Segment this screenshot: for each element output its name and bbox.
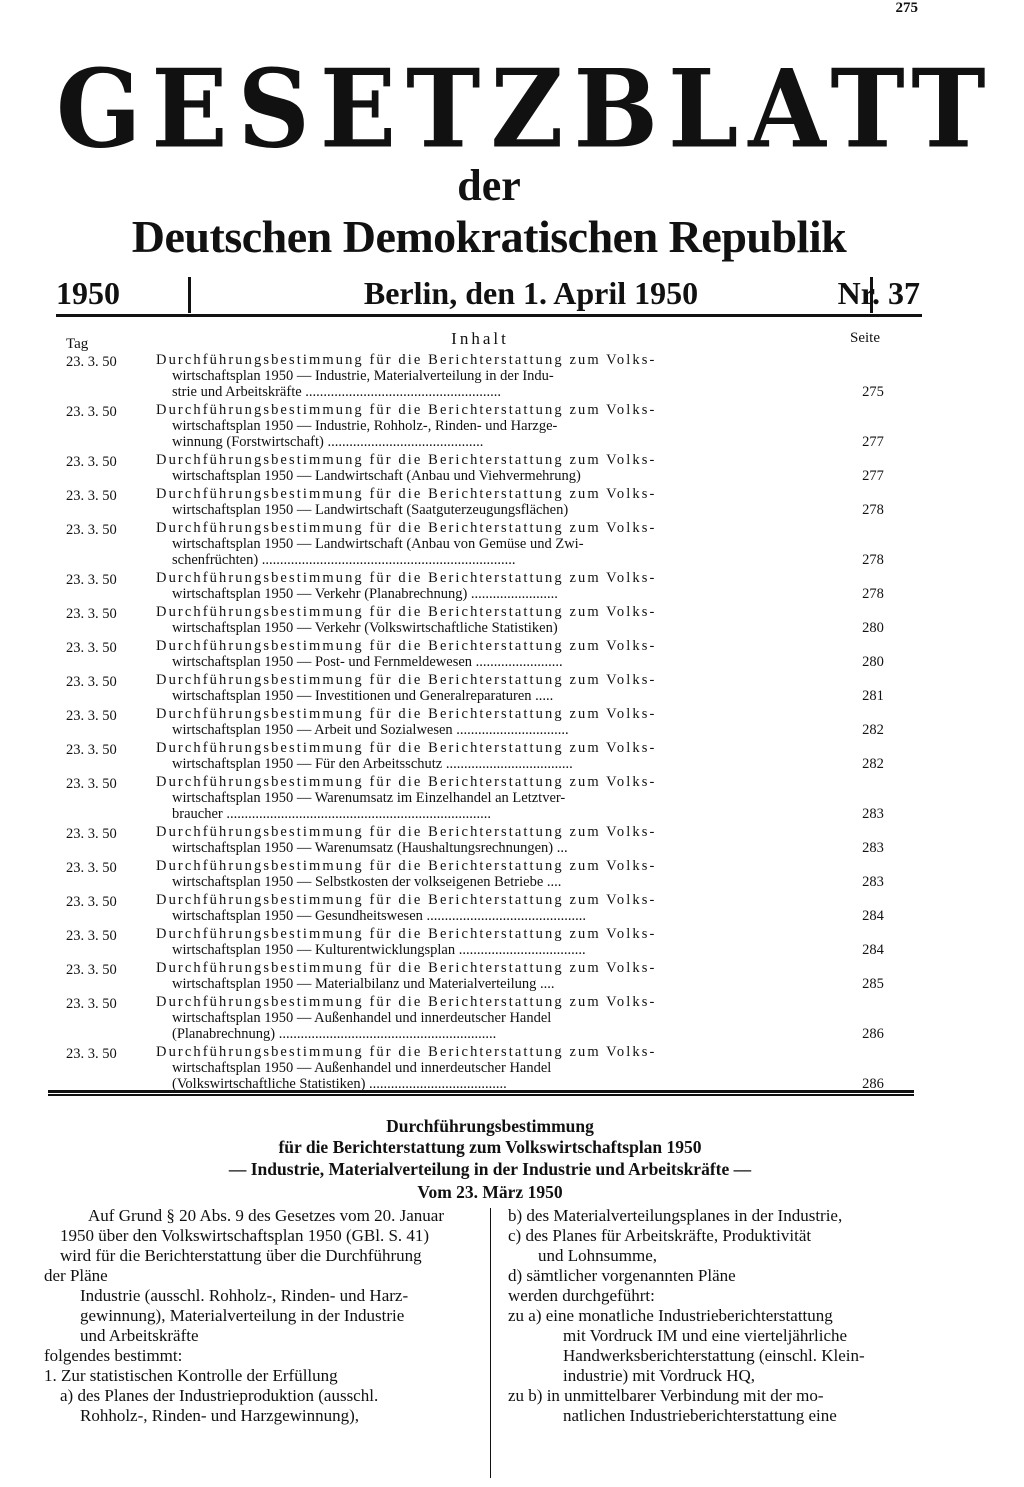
toc-entry (56, 352, 922, 400)
body-line: Industrie (ausschl. Rohholz-, Rinden- und Harz- (80, 1286, 409, 1305)
toc-entry-date: 23. 3. 50 (66, 572, 117, 588)
body-line: gewinnung), Materialverteilung in der Industrie (80, 1306, 405, 1325)
toc-entry-page: 277 (862, 434, 884, 450)
toc-entry-line: Durchführungsbestimmung für die Berichterstattung zum Volks- (156, 824, 657, 840)
toc-col-seite: Seite (850, 330, 880, 346)
body-line: und Arbeitskräfte (80, 1326, 199, 1345)
toc-entry-date: 23. 3. 50 (66, 640, 117, 656)
toc-entry-page: 284 (862, 908, 884, 924)
toc-entry-text (156, 672, 816, 704)
toc-entry-line: wirtschaftsplan 1950 — Landwirtschaft (Anbau und Viehvermehrung) (172, 468, 581, 484)
toc-entry-page: 278 (862, 552, 884, 568)
toc-entry-date: 23. 3. 50 (66, 776, 117, 792)
toc-entry-page: 278 (862, 586, 884, 602)
toc-entry-line: Durchführungsbestimmung für die Berichterstattung zum Volks- (156, 926, 657, 942)
toc-entry-page: 286 (862, 1076, 884, 1092)
toc-entry-page: 283 (862, 840, 884, 856)
body-line: Handwerksberichterstattung (einschl. Klein- (563, 1346, 865, 1365)
toc-entry-line: Durchführungsbestimmung für die Berichterstattung zum Volks- (156, 740, 657, 756)
masthead-republic: Deutschen Demokratischen Republik (131, 211, 847, 262)
toc-entry-page: 285 (862, 976, 884, 992)
toc-entry-line: wirtschaftsplan 1950 — Außenhandel und innerdeutscher Handel (172, 1010, 552, 1026)
toc-list (56, 352, 922, 1094)
toc-entry-line: Durchführungsbestimmung für die Berichterstattung zum Volks- (156, 520, 657, 536)
toc-entry (56, 604, 922, 636)
toc-entry (56, 402, 922, 450)
toc-entry-text (156, 960, 816, 992)
toc-entry-line: wirtschaftsplan 1950 — Warenumsatz (Haushaltungsrechnungen) ... (172, 840, 568, 856)
toc-entry-date: 23. 3. 50 (66, 928, 117, 944)
toc-entry-date: 23. 3. 50 (66, 674, 117, 690)
toc-entry-date: 23. 3. 50 (66, 826, 117, 842)
toc-entry-text (156, 824, 816, 856)
toc-entry-page: 283 (862, 874, 884, 890)
toc-col-inhalt: Inhalt (451, 329, 509, 348)
body-line: zu b) in unmittelbarer Verbindung mit der mo- (508, 1386, 824, 1405)
toc-entry-text (156, 858, 816, 890)
toc-entry-line: (Volkswirtschaftliche Statistiken) ...................................... (172, 1076, 507, 1092)
toc-entry-page: 280 (862, 654, 884, 670)
toc-entry-line: wirtschaftsplan 1950 — Arbeit und Sozialwesen ............................... (172, 722, 569, 738)
toc-entry-line: winnung (Forstwirtschaft) ........................................... (172, 434, 484, 450)
toc-entry-text (156, 774, 816, 822)
body-line: werden durchgeführt: (508, 1286, 655, 1305)
body-line: mit Vordruck IM und eine vierteljährliche (563, 1326, 848, 1345)
article-title-line: — Industrie, Materialverteilung in der Industrie und Arbeitskräfte — (228, 1159, 752, 1179)
toc-entry-text (156, 402, 816, 450)
toc-entry-date: 23. 3. 50 (66, 522, 117, 538)
toc-entry-date: 23. 3. 50 (66, 742, 117, 758)
toc-entry-date: 23. 3. 50 (66, 488, 117, 504)
toc-entry-page: 277 (862, 468, 884, 484)
toc-entry-line: Durchführungsbestimmung für die Berichterstattung zum Volks- (156, 672, 657, 688)
toc-entry-text (156, 486, 816, 518)
toc-entry-text (156, 740, 816, 772)
toc-entry-page: 275 (862, 384, 884, 400)
toc-entry-line: wirtschaftsplan 1950 — Post- und Fernmeldewesen ........................ (172, 654, 563, 670)
body-line: Rohholz-, Rinden- und Harzgewinnung), (80, 1406, 360, 1425)
toc-entry-date: 23. 3. 50 (66, 606, 117, 622)
article-title-line: für die Berichterstattung zum Volkswirtschaftsplan 1950 (278, 1137, 702, 1157)
toc-entry (56, 486, 922, 518)
toc-entry (56, 994, 922, 1042)
article-title-line: Vom 23. März 1950 (417, 1182, 563, 1202)
toc-entry-page: 283 (862, 806, 884, 822)
page-number: 275 (895, 0, 918, 16)
toc-entry (56, 1044, 922, 1092)
toc-entry-line: wirtschaftsplan 1950 — Industrie, Rohholz-, Rinden- und Harzge- (172, 418, 558, 434)
toc-entry-page: 282 (862, 722, 884, 738)
toc-entry-line: Durchführungsbestimmung für die Berichterstattung zum Volks- (156, 994, 657, 1010)
toc-entry (56, 672, 922, 704)
toc-entry-text (156, 570, 816, 602)
toc-entry-text (156, 452, 816, 484)
toc-entry-text (156, 706, 816, 738)
toc-entry (56, 892, 922, 924)
toc-entry-line: wirtschaftsplan 1950 — Gesundheitswesen ............................................ (172, 908, 587, 924)
toc-entry (56, 926, 922, 958)
body-line: industrie) mit Vordruck HQ, (563, 1366, 756, 1385)
toc-entry-date: 23. 3. 50 (66, 894, 117, 910)
edition-separator (188, 277, 191, 313)
body-line: d) sämtlicher vorgenannten Pläne (508, 1266, 736, 1285)
toc-entry (56, 774, 922, 822)
toc-entry-page: 286 (862, 1026, 884, 1042)
toc-entry-text (156, 994, 816, 1042)
toc-entry (56, 570, 922, 602)
toc-entry-line: Durchführungsbestimmung für die Berichterstattung zum Volks- (156, 570, 657, 586)
toc-entry-line: wirtschaftsplan 1950 — Verkehr (Volkswirtschaftliche Statistiken) (172, 620, 558, 636)
toc-entry-line: wirtschaftsplan 1950 — Außenhandel und innerdeutscher Handel (172, 1060, 552, 1076)
article-left-column (44, 1206, 484, 1426)
toc-entry-date: 23. 3. 50 (66, 708, 117, 724)
toc-entry-date: 23. 3. 50 (66, 354, 117, 370)
toc-entry-page: 282 (862, 756, 884, 772)
toc-entry-line: Durchführungsbestimmung für die Berichterstattung zum Volks- (156, 774, 657, 790)
toc-entry-line: Durchführungsbestimmung für die Berichterstattung zum Volks- (156, 892, 657, 908)
column-divider (490, 1208, 491, 1478)
toc-entry-line: schenfrüchten) ...................................................................... (172, 552, 516, 568)
body-line: natlichen Industrieberichterstattung eine (563, 1406, 837, 1425)
toc-entry (56, 452, 922, 484)
body-line: und Lohnsumme, (538, 1246, 657, 1265)
toc-entry-date: 23. 3. 50 (66, 454, 117, 470)
toc-entry-line: Durchführungsbestimmung für die Berichterstattung zum Volks- (156, 706, 657, 722)
body-line: a) des Planes der Industrieproduktion (ausschl. (60, 1386, 379, 1405)
toc-entry-line: wirtschaftsplan 1950 — Warenumsatz im Einzelhandel an Letztver- (172, 790, 566, 806)
toc-entry-line: Durchführungsbestimmung für die Berichterstattung zum Volks- (156, 858, 657, 874)
body-line: c) des Planes für Arbeitskräfte, Produktivität (508, 1226, 812, 1245)
body-line: b) des Materialverteilungsplanes in der Industrie, (508, 1206, 843, 1225)
body-line: zu a) eine monatliche Industrieberichterstattung (508, 1306, 833, 1325)
toc-entry (56, 858, 922, 890)
toc-entry-line: Durchführungsbestimmung für die Berichterstattung zum Volks- (156, 960, 657, 976)
toc-entry-line: Durchführungsbestimmung für die Berichterstattung zum Volks- (156, 402, 657, 418)
toc-entry-text (156, 604, 816, 636)
toc-entry-line: braucher ......................................................................... (172, 806, 491, 822)
toc-entry-line: wirtschaftsplan 1950 — Selbstkosten der volkseigenen Betriebe .... (172, 874, 562, 890)
toc-entry-line: Durchführungsbestimmung für die Berichterstattung zum Volks- (156, 352, 657, 368)
toc-entry-line: Durchführungsbestimmung für die Berichterstattung zum Volks- (156, 486, 657, 502)
toc-entry-line: Durchführungsbestimmung für die Berichterstattung zum Volks- (156, 1044, 657, 1060)
toc-entry-date: 23. 3. 50 (66, 860, 117, 876)
toc-entry-line: wirtschaftsplan 1950 — Kulturentwicklungsplan ................................... (172, 942, 586, 958)
toc-entry-line: Durchführungsbestimmung für die Berichterstattung zum Volks- (156, 604, 657, 620)
toc-entry-line: (Planabrechnung) ............................................................ (172, 1026, 497, 1042)
toc-entry-line: wirtschaftsplan 1950 — Landwirtschaft (Saatguterzeugungsflächen) (172, 502, 569, 518)
toc-entry-date: 23. 3. 50 (66, 404, 117, 420)
masthead-title: GESETZBLATT (56, 44, 996, 173)
toc-entry-date: 23. 3. 50 (66, 962, 117, 978)
toc-entry-line: Durchführungsbestimmung für die Berichterstattung zum Volks- (156, 638, 657, 654)
toc-entry-line: wirtschaftsplan 1950 — Materialbilanz und Materialverteilung .... (172, 976, 555, 992)
toc-entry (56, 638, 922, 670)
toc-entry-text (156, 352, 816, 400)
body-line: folgendes bestimmt: (44, 1346, 183, 1365)
toc-entry (56, 740, 922, 772)
toc-entry-text (156, 638, 816, 670)
toc-entry-page: 284 (862, 942, 884, 958)
toc-entry (56, 520, 922, 568)
toc-entry-text (156, 892, 816, 924)
body-line: 1. Zur statistischen Kontrolle der Erfüllung (44, 1366, 338, 1385)
body-line: der Pläne (44, 1266, 108, 1285)
body-line: Auf Grund § 20 Abs. 9 des Gesetzes vom 20. Januar (88, 1206, 444, 1225)
toc-entry-text (156, 926, 816, 958)
toc-entry-date: 23. 3. 50 (66, 996, 117, 1012)
double-rule (48, 1090, 914, 1096)
toc-entry-page: 278 (862, 502, 884, 518)
body-line: wird für die Berichterstattung über die Durchführung (60, 1246, 422, 1265)
edition-number: Nr. 37 (837, 275, 920, 311)
toc-entry-text (156, 1044, 816, 1092)
toc-entry-date: 23. 3. 50 (66, 1046, 117, 1062)
toc-entry-page: 280 (862, 620, 884, 636)
edition-bar (56, 273, 922, 317)
toc-entry (56, 706, 922, 738)
toc-entry-line: wirtschaftsplan 1950 — Verkehr (Planabrechnung) ........................ (172, 586, 558, 602)
toc-entry-text (156, 520, 816, 568)
toc-entry (56, 824, 922, 856)
body-line: 1950 über den Volkswirtschaftsplan 1950 (GBl. S. 41) (60, 1226, 430, 1245)
toc-col-tag: Tag (66, 336, 89, 352)
masthead-der: der (457, 161, 521, 210)
article-title-line: Durchführungsbestimmung (386, 1116, 594, 1136)
edition-place-date: Berlin, den 1. April 1950 (363, 275, 699, 311)
toc-entry-line: wirtschaftsplan 1950 — Investitionen und Generalreparaturen ..... (172, 688, 554, 704)
toc-entry-line: Durchführungsbestimmung für die Berichterstattung zum Volks- (156, 452, 657, 468)
article-right-column (508, 1206, 928, 1426)
toc-entry-line: wirtschaftsplan 1950 — Für den Arbeitsschutz ................................... (172, 756, 573, 772)
toc-entry-line: wirtschaftsplan 1950 — Landwirtschaft (Anbau von Gemüse und Zwi- (172, 536, 584, 552)
toc-entry (56, 960, 922, 992)
toc-entry-page: 281 (862, 688, 884, 704)
toc-entry-line: strie und Arbeitskräfte ...................................................... (172, 384, 502, 400)
toc-entry-line: wirtschaftsplan 1950 — Industrie, Materialverteilung in der Indu- (172, 368, 554, 384)
edition-year: 1950 (56, 275, 120, 311)
